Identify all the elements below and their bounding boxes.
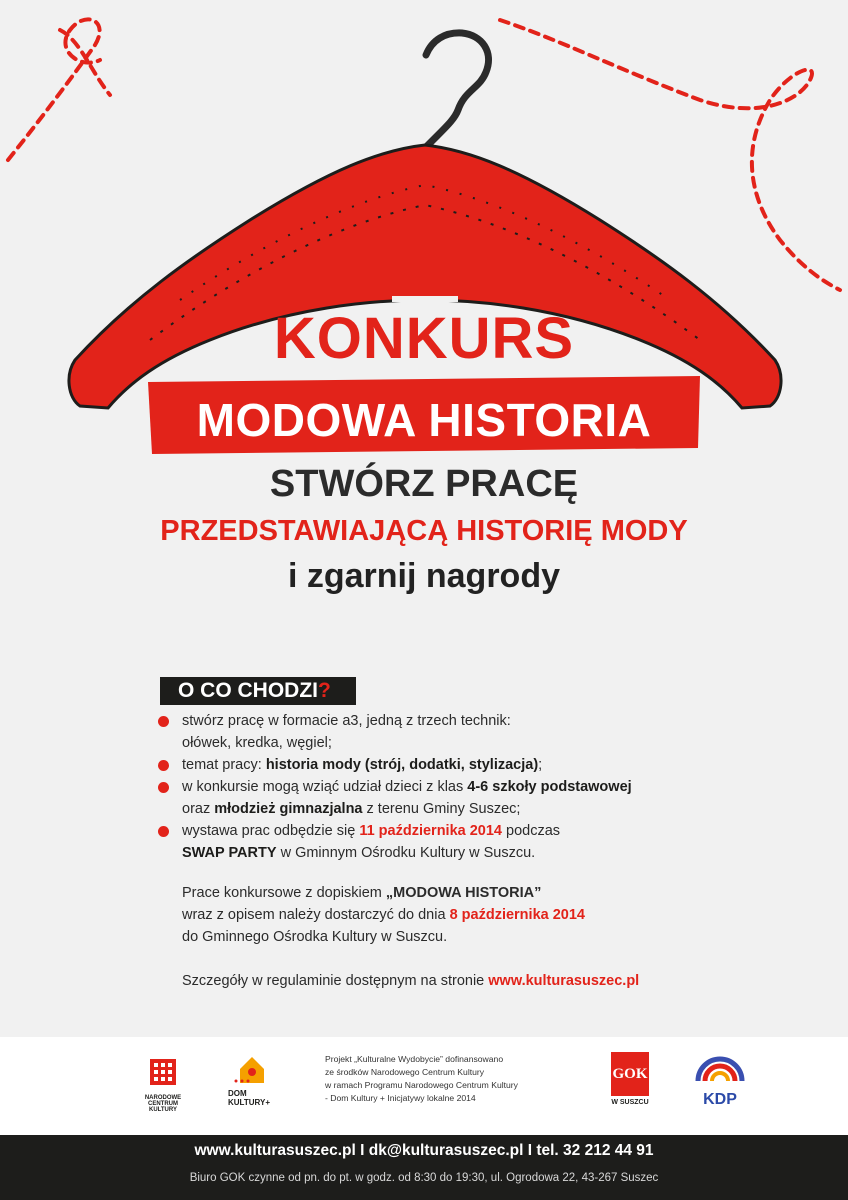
section-heading: [160, 677, 356, 705]
kdp-label: KDP: [703, 1091, 737, 1108]
gok-logo: [606, 1052, 654, 1120]
rules-list: [158, 710, 718, 864]
nck-logo: [138, 1055, 188, 1115]
footer-hours: Biuro GOK czynne od pn. do pt. w godz. od 8:30 do 19:30, ul. Ogrodowa 22, 43-267 Suszec: [189, 1172, 659, 1184]
kdp-logo: [690, 1055, 750, 1117]
deadline-date: 8 października 2014: [449, 907, 585, 923]
dom-kultury-logo: [228, 1055, 292, 1115]
bullet-dot-icon: [158, 760, 169, 771]
gok-sublabel: W SUSZCU: [611, 1099, 649, 1106]
kdp-emblem-icon: [690, 1055, 750, 1091]
contest-title: MODOWA HISTORIA: [196, 394, 652, 446]
rules-paragraph: Szczegóły w regulaminie dostępnym na stronie www.kulturasuszec.pl: [182, 973, 640, 989]
footer-contact: www.kulturasuszec.pl I dk@kulturasuszec.pl I tel. 32 212 44 91: [194, 1142, 654, 1159]
delivery-paragraph: Prace konkursowe z dopiskiem „MODOWA HISTORIA” wraz z opisem należy dostarczyć do dnia 8 października 2014 do Gminnego Ośrodka Kultury w Suszcu.: [182, 885, 585, 945]
nck-label: NARODOWE CENTRUM KULTURY: [144, 1095, 182, 1113]
exhibition-date: 11 października 2014: [359, 823, 502, 839]
dashed-thread-left-icon: [8, 19, 100, 160]
house-icon: [228, 1055, 292, 1085]
question-mark-icon: ?: [318, 679, 331, 702]
headline-subtitle: PRZEDSTAWIAJĄCĄ HISTORIĘ MODY: [160, 515, 688, 547]
headline-prize: i zgarnij nagrody: [287, 557, 561, 595]
dk-label-1: DOM: [228, 1089, 247, 1098]
list-item: wystawa prac odbędzie się 11 października 2014 podczas SWAP PARTY w Gminnym Ośrodku Kultury w Suszcu.: [158, 820, 718, 864]
bullet-dot-icon: [158, 716, 169, 727]
bullet-dot-icon: [158, 782, 169, 793]
list-item: temat pracy: historia mody (strój, dodatki, stylizacja);: [158, 754, 718, 776]
gok-emblem: GOK: [611, 1052, 649, 1096]
contest-label: KONKURS: [273, 306, 575, 371]
website-link[interactable]: www.kulturasuszec.pl: [488, 973, 640, 989]
funding-note: Projekt „Kulturalne Wydobycie” dofinansowano ze środków Narodowego Centrum Kultury w ramach Programu Narodowego Centrum Kultury - Dom Kultury + Inicjatywy lokalne 2014: [325, 1054, 518, 1103]
hanger-hook-icon: [425, 33, 489, 148]
headline-create: STWÓRZ PRACĘ: [269, 463, 579, 505]
dk-label-2: KULTURY+: [228, 1098, 270, 1107]
bullet-dot-icon: [158, 826, 169, 837]
nck-emblem-icon: [138, 1055, 188, 1091]
list-item: w konkursie mogą wziąć udział dzieci z klas 4-6 szkoły podstawowej oraz młodzież gimnazjalna z terenu Gminy Suszec;: [158, 776, 718, 820]
section-heading-label: O CO CHODZI: [178, 679, 318, 702]
list-item: stwórz pracę w formacie a3, jedną z trzech technik: ołówek, kredka, węgiel;: [158, 710, 718, 754]
